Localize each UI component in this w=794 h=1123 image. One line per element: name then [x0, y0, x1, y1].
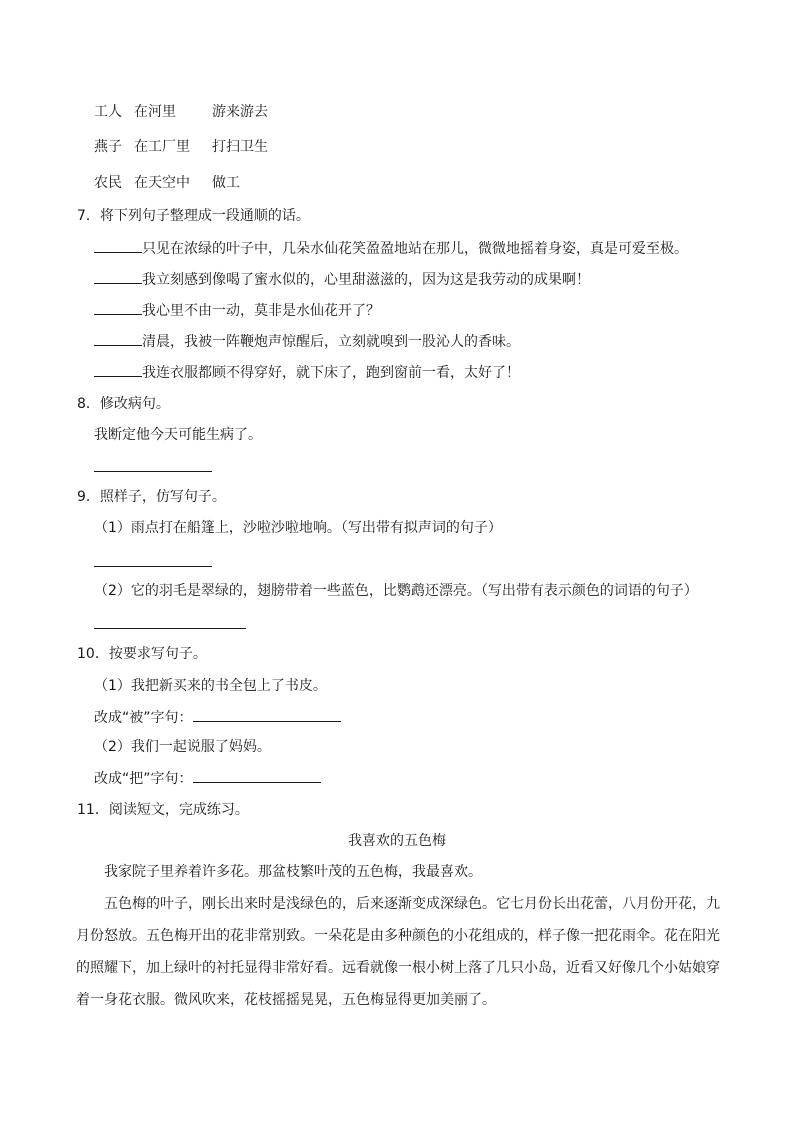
- question-9-prompt: 9．照样子，仿写句子。: [77, 489, 226, 505]
- passage-title: 我喜欢的五色梅: [348, 833, 446, 849]
- match-subject: 燕子: [94, 139, 122, 155]
- q10-item-1-row: [94, 707, 341, 728]
- q7-sentence: 清晨，我被一阵鞭炮声惊醒后，立刻就嗅到一股沁人的香味。: [142, 334, 520, 350]
- passage-paragraph-1: 我家院子里养着许多花。那盆枝繁叶茂的五色梅，我最喜欢。: [104, 864, 482, 880]
- answer-line[interactable]: [94, 627, 246, 629]
- q7-sentence-row: [94, 362, 520, 383]
- match-place: 在工厂里: [134, 139, 190, 155]
- q7-sentence-row: [94, 238, 688, 259]
- answer-blank[interactable]: [193, 707, 341, 722]
- match-place: 在河里: [134, 104, 176, 120]
- question-10-prompt: 10．按要求写句子。: [77, 646, 207, 662]
- match-place: 在天空中: [134, 175, 190, 191]
- q7-sentence: 只见在浓绿的叶子中，几朵水仙花笑盈盈地站在那儿，微微地摇着身姿，真是可爱至极。: [142, 241, 688, 257]
- q10-item-2: （2）我们一起说服了妈妈。: [94, 739, 271, 755]
- q9-item-1: （1）雨点打在船篷上，沙啦沙啦地响。（写出带有拟声词的句子）: [94, 520, 502, 536]
- q10-item-2-row: [94, 768, 321, 789]
- q7-sentence: 我连衣服都顾不得穿好，就下床了，跑到窗前一看，太好了！: [142, 365, 520, 381]
- q10-item-2-requirement: 改成“把”字句：: [94, 771, 193, 787]
- q7-sentence: 我心里不由一动，莫非是水仙花开了？: [142, 303, 380, 319]
- answer-blank[interactable]: [94, 238, 142, 253]
- answer-blank[interactable]: [94, 269, 142, 284]
- passage-paragraph-2: 五色梅的叶子，刚长出来时是浅绿色的，后来逐渐变成深绿色。它七月份长出花蕾，八月份开花，九月份怒放。五色梅开出的花非常别致。一朵花是由多种颜色的小花组成的，样子像一把花雨伞。花在阳光的照耀下，加上绿叶的衬托显得非常好看。远看就像一根小树上落了几只小岛，近看又好像几个小姑娘穿着一身花衣服。微风吹来，花枝摇摇晃晃，五色梅显得更加美丽了。: [76, 896, 720, 1008]
- q8-sentence: 我断定他今天可能生病了。: [94, 427, 262, 443]
- answer-line[interactable]: [94, 565, 212, 567]
- match-subject: 工人: [94, 104, 122, 120]
- q7-sentence-row: [94, 300, 380, 321]
- match-subject: 农民: [94, 175, 122, 191]
- q9-item-2: （2）它的羽毛是翠绿的，翅膀带着一些蓝色，比鹦鹉还漂亮。（写出带有表示颜色的词语的句子）: [94, 583, 698, 599]
- q7-sentence-row: [94, 269, 590, 290]
- q7-sentence-row: [94, 331, 520, 352]
- match-action: 打扫卫生: [212, 139, 268, 155]
- match-action: 做工: [212, 175, 240, 191]
- q10-item-1-requirement: 改成“被”字句：: [94, 710, 193, 726]
- question-11-prompt: 11．阅读短文，完成练习。: [77, 802, 249, 818]
- answer-blank[interactable]: [94, 362, 142, 377]
- q10-item-1: （1）我把新买来的书全包上了书皮。: [94, 678, 327, 694]
- answer-blank[interactable]: [193, 768, 321, 783]
- question-7-prompt: 7．将下列句子整理成一段通顺的话。: [77, 208, 310, 224]
- q7-sentence: 我立刻感到像喝了蜜水似的，心里甜滋滋的，因为这是我劳动的成果啊！: [142, 272, 590, 288]
- answer-blank[interactable]: [94, 331, 142, 346]
- match-action: 游来游去: [212, 104, 268, 120]
- answer-line[interactable]: [94, 470, 212, 472]
- question-8-prompt: 8．修改病句。: [77, 396, 170, 412]
- answer-blank[interactable]: [94, 300, 142, 315]
